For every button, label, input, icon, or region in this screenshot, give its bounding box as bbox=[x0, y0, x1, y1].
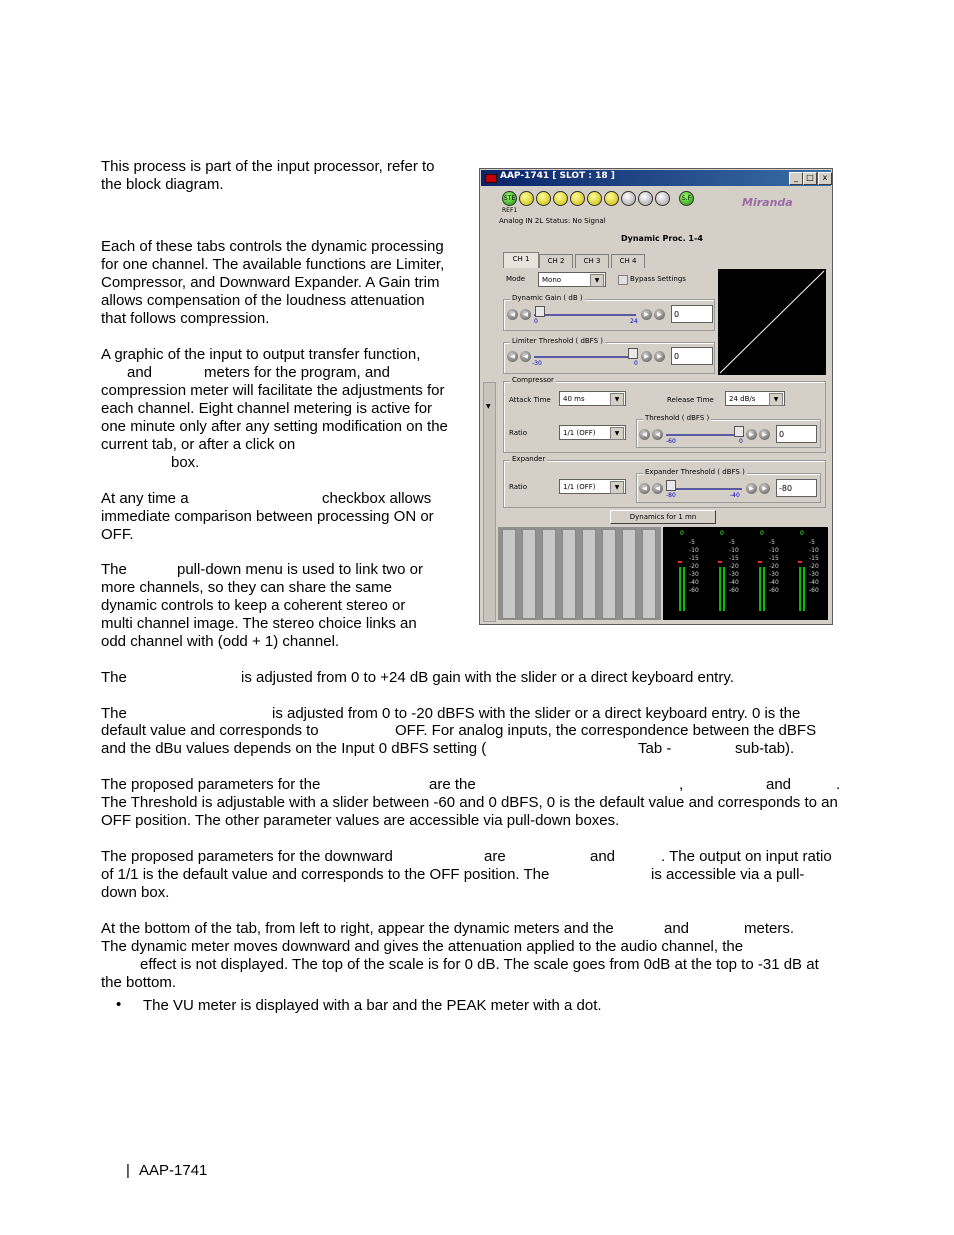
expander-line1-b: are bbox=[484, 848, 506, 865]
status-lamp-6[interactable] bbox=[604, 191, 619, 206]
window-title-bar[interactable] bbox=[481, 170, 831, 186]
limiter-line3-a: and the dBu values depends on the Input 0 dBFS setting ( bbox=[101, 740, 487, 757]
status-lamp-3[interactable] bbox=[553, 191, 568, 206]
compressor-threshold-slider[interactable] bbox=[666, 434, 742, 436]
limiter-slider[interactable] bbox=[534, 356, 636, 358]
compressor-line1-b: are the bbox=[429, 776, 476, 793]
mode-value: Mono bbox=[542, 276, 562, 284]
compressor-threshold-thumb[interactable] bbox=[734, 426, 744, 437]
tabs-paragraph: Each of these tabs controls the dynamic processing for one channel. The available functions are Limiter, Compressor, and Downward Expander. A Gain trim allows compensation of the loudness attenuation that follows compression. bbox=[101, 238, 445, 327]
dynamic-meter bbox=[562, 529, 576, 619]
gain-min-tick: 0 bbox=[534, 318, 538, 325]
expander-ratio-select[interactable] bbox=[559, 479, 626, 494]
limiter-thumb[interactable] bbox=[628, 348, 638, 359]
compressor-line1-c: , bbox=[679, 776, 684, 793]
close-button[interactable]: x bbox=[818, 172, 832, 185]
exp-threshold-max-tick: -40 bbox=[730, 492, 740, 499]
vu-meter bbox=[759, 567, 761, 611]
meters-line1-a: At the bottom of the tab, from left to right, appear the dynamic meters and the bbox=[101, 920, 614, 937]
vu-peak-meters-panel bbox=[663, 527, 828, 620]
graphic-paragraph-rest: compression meter will facilitate the adjustments for each channel. Eight channel metering is active for one minute only after any setting modification on the current tab, or after a click on bbox=[101, 382, 448, 453]
meter-scale-1: -5 -10 -15 -20 -30 -40 -60 bbox=[689, 539, 699, 594]
vertical-scrollbar[interactable] bbox=[483, 382, 496, 622]
expander-threshold-slider[interactable] bbox=[666, 488, 742, 490]
exp-threshold-decrease-icon[interactable]: ◀ bbox=[652, 483, 663, 494]
threshold-min-tick: -60 bbox=[666, 438, 676, 445]
threshold-increase-fast-icon[interactable]: ▶ bbox=[759, 429, 770, 440]
app-icon bbox=[485, 174, 497, 183]
dynamic-meter bbox=[642, 529, 656, 619]
transfer-function-graph bbox=[718, 269, 826, 375]
limiter-max-tick: 0 bbox=[634, 360, 638, 367]
peak-dot bbox=[678, 561, 682, 563]
expander-line2-a: of 1/1 is the default value and corresponds to the OFF position. The bbox=[101, 866, 550, 883]
expander-legend: Expander bbox=[512, 455, 546, 463]
miranda-logo: Miranda bbox=[742, 196, 793, 209]
gain-max-tick: 24 bbox=[630, 318, 638, 325]
limiter-line2-a: default value and corresponds to bbox=[101, 722, 319, 739]
attack-select[interactable] bbox=[559, 391, 626, 406]
chevron-down-icon: ▼ bbox=[610, 481, 624, 494]
vu-meter bbox=[799, 567, 801, 611]
chevron-down-icon: ▼ bbox=[610, 393, 624, 406]
status-lamp-8[interactable] bbox=[638, 191, 653, 206]
expander-ratio-value: 1/1 (OFF) bbox=[563, 483, 596, 491]
limiter-increase-fast-icon[interactable]: ▶ bbox=[654, 351, 665, 362]
compressor-ratio-select[interactable] bbox=[559, 425, 626, 440]
gain-line-a: The bbox=[101, 669, 127, 686]
status-lamp-ste[interactable]: STE bbox=[502, 191, 517, 206]
chevron-down-icon: ▼ bbox=[590, 274, 604, 287]
meters-line2: The dynamic meter moves downward and gives the attenuation applied to the audio channel, the bbox=[101, 938, 744, 955]
dynamic-gain-input[interactable]: 0 bbox=[671, 305, 713, 323]
dynamic-meter bbox=[622, 529, 636, 619]
gain-decrease-icon[interactable]: ◀ bbox=[520, 309, 531, 320]
status-lamp-1[interactable] bbox=[519, 191, 534, 206]
dynamics-for-1mn-button[interactable]: Dynamics for 1 mn bbox=[610, 510, 716, 524]
signal-status: Analog IN 2L Status: No Signal bbox=[499, 217, 606, 225]
bypass-checkbox[interactable] bbox=[618, 275, 628, 285]
limiter-line1-b: is adjusted from 0 to -20 dBFS with the slider or a direct keyboard entry. 0 is the bbox=[272, 705, 801, 722]
compressor-line1-e: . bbox=[836, 776, 841, 793]
vu-meter bbox=[719, 567, 721, 611]
graphic-last-line: box. bbox=[171, 454, 200, 471]
dynamic-meter bbox=[602, 529, 616, 619]
mode-line-b: pull-down menu is used to link two or bbox=[177, 561, 423, 578]
chevron-down-icon: ▼ bbox=[769, 393, 783, 406]
meters-line1-c: meters. bbox=[744, 920, 795, 937]
status-lamp-4[interactable] bbox=[570, 191, 585, 206]
mode-label: Mode bbox=[506, 275, 526, 283]
exp-threshold-increase-fast-icon[interactable]: ▶ bbox=[759, 483, 770, 494]
attack-value: 40 ms bbox=[563, 395, 585, 403]
expander-line3: down box. bbox=[101, 884, 170, 901]
status-lamp-2[interactable] bbox=[536, 191, 551, 206]
expander-line1-d: . The output on input ratio bbox=[661, 848, 832, 865]
threshold-max-tick: 0 bbox=[739, 438, 743, 445]
attack-label: Attack Time bbox=[509, 396, 551, 404]
vu-meter bbox=[723, 567, 725, 611]
limiter-line3-b: Tab - bbox=[638, 740, 672, 757]
dynamic-meter bbox=[522, 529, 536, 619]
gain-line-b: is adjusted from 0 to +24 dB gain with the slider or a direct keyboard entry. bbox=[241, 669, 734, 686]
gain-increase-icon[interactable]: ▶ bbox=[641, 309, 652, 320]
transfer-curve bbox=[718, 269, 826, 375]
limiter-increase-icon[interactable]: ▶ bbox=[641, 351, 652, 362]
meter-scale-4: -5 -10 -15 -20 -30 -40 -60 bbox=[809, 539, 819, 594]
tab-ch3[interactable]: CH 3 bbox=[575, 254, 609, 268]
peak-dot bbox=[798, 561, 802, 563]
footer-separator: | bbox=[126, 1162, 130, 1179]
meter-scale-2: -5 -10 -15 -20 -30 -40 -60 bbox=[729, 539, 739, 594]
window-title: AAP-1741 [ SLOT : 18 ] bbox=[500, 171, 615, 181]
exp-threshold-decrease-fast-icon[interactable]: ◀ bbox=[639, 483, 650, 494]
tab-ch4[interactable]: CH 4 bbox=[611, 254, 645, 268]
vu-meter bbox=[763, 567, 765, 611]
dynamic-gain-slider[interactable] bbox=[534, 314, 636, 316]
bypass-line-b: checkbox allows bbox=[322, 490, 432, 507]
status-lamp-sf[interactable]: S.F bbox=[679, 191, 694, 206]
bullet-text: The VU meter is displayed with a bar and the PEAK meter with a dot. bbox=[143, 997, 602, 1014]
dynamic-gain-thumb[interactable] bbox=[535, 306, 545, 317]
vu-meter bbox=[803, 567, 805, 611]
ref-label: REF1 bbox=[502, 207, 518, 214]
compressor-ratio-label: Ratio bbox=[509, 429, 527, 437]
scale-top-3: 0 bbox=[760, 530, 764, 537]
vu-meter bbox=[679, 567, 681, 611]
expander-line2-b: is accessible via a pull- bbox=[651, 866, 805, 883]
maximize-button[interactable]: □ bbox=[803, 172, 817, 185]
expander-threshold-input[interactable]: -80 bbox=[776, 479, 817, 497]
compressor-line1-a: The proposed parameters for the bbox=[101, 776, 321, 793]
meters-line3: effect is not displayed. The top of the scale is for 0 dB. The scale goes from 0dB at the top to -31 dB at the bottom. bbox=[101, 956, 819, 991]
expander-line1-c: and bbox=[590, 848, 616, 865]
intro-paragraph: This process is part of the input processor, refer to the block diagram. bbox=[101, 158, 435, 193]
meter-scale-3: -5 -10 -15 -20 -30 -40 -60 bbox=[769, 539, 779, 594]
expander-threshold-thumb[interactable] bbox=[666, 480, 676, 491]
status-lamp-7[interactable] bbox=[621, 191, 636, 206]
bypass-label: Bypass Settings bbox=[630, 275, 686, 283]
vu-meter bbox=[683, 567, 685, 611]
exp-threshold-min-tick: -80 bbox=[666, 492, 676, 499]
mode-line-a: The bbox=[101, 561, 127, 578]
gain-increase-fast-icon[interactable]: ▶ bbox=[654, 309, 665, 320]
meters-line1-b: and bbox=[664, 920, 690, 937]
mode-paragraph-rest: more channels, so they can share the same dynamic controls to keep a coherent stereo or multi channel image. The stereo choice links an odd channel with (odd + 1) channel. bbox=[101, 579, 417, 650]
exp-threshold-increase-icon[interactable]: ▶ bbox=[746, 483, 757, 494]
panel-title: Dynamic Proc. 1-4 bbox=[621, 234, 703, 243]
compressor-ratio-value: 1/1 (OFF) bbox=[563, 429, 596, 437]
limiter-line3-c: sub-tab). bbox=[735, 740, 795, 757]
peak-dot bbox=[758, 561, 762, 563]
bypass-paragraph-rest: immediate comparison between processing ON or OFF. bbox=[101, 508, 434, 543]
limiter-line2-b: OFF. For analog inputs, the correspondence between the dBFS bbox=[395, 722, 817, 739]
compressor-threshold-input[interactable]: 0 bbox=[776, 425, 817, 443]
release-label: Release Time bbox=[667, 396, 714, 404]
threshold-decrease-fast-icon[interactable]: ◀ bbox=[639, 429, 650, 440]
tab-ch1[interactable]: CH 1 bbox=[503, 252, 539, 268]
peak-dot bbox=[718, 561, 722, 563]
expander-ratio-label: Ratio bbox=[509, 483, 527, 491]
scale-top-4: 0 bbox=[800, 530, 804, 537]
release-value: 24 dB/s bbox=[729, 395, 756, 403]
dynamic-gain-legend: Dynamic Gain ( dB ) bbox=[512, 294, 583, 302]
gain-decrease-fast-icon[interactable]: ◀ bbox=[507, 309, 518, 320]
aap-1741-window bbox=[479, 168, 833, 625]
limiter-input[interactable]: 0 bbox=[671, 347, 713, 365]
footer-product: AAP-1741 bbox=[139, 1162, 208, 1179]
dynamic-meters-panel bbox=[498, 527, 661, 620]
scroll-arrow-icon[interactable]: ▼ bbox=[486, 403, 491, 410]
mode-select[interactable] bbox=[538, 272, 606, 287]
compressor-legend: Compressor bbox=[512, 376, 554, 384]
limiter-decrease-icon[interactable]: ◀ bbox=[520, 351, 531, 362]
expander-threshold-legend: Expander Threshold ( dBFS ) bbox=[645, 468, 745, 476]
threshold-decrease-icon[interactable]: ◀ bbox=[652, 429, 663, 440]
dynamic-meter bbox=[502, 529, 516, 619]
expander-line1-a: The proposed parameters for the downward bbox=[101, 848, 393, 865]
threshold-increase-icon[interactable]: ▶ bbox=[746, 429, 757, 440]
minimize-button[interactable]: _ bbox=[789, 172, 803, 185]
compressor-threshold-legend: Threshold ( dBFS ) bbox=[645, 414, 710, 422]
graphic-line1: A graphic of the input to output transfer function, bbox=[101, 346, 421, 363]
limiter-legend: Limiter Threshold ( dBFS ) bbox=[512, 337, 603, 345]
graphic-line2-meters: meters for the program, and bbox=[204, 364, 390, 381]
chevron-down-icon: ▼ bbox=[610, 427, 624, 440]
scale-top-1: 0 bbox=[680, 530, 684, 537]
status-lamp-5[interactable] bbox=[587, 191, 602, 206]
compressor-paragraph-rest: The Threshold is adjustable with a slider between -60 and 0 dBFS, 0 is the default value and corresponds to an OFF position. The other parameter values are accessible via pull-down boxes. bbox=[101, 794, 838, 829]
compressor-line1-d: and bbox=[766, 776, 792, 793]
limiter-min-tick: -30 bbox=[532, 360, 542, 367]
dynamic-meter bbox=[582, 529, 596, 619]
graphic-line2-and: and bbox=[127, 364, 153, 381]
limiter-decrease-fast-icon[interactable]: ◀ bbox=[507, 351, 518, 362]
bypass-line-a: At any time a bbox=[101, 490, 189, 507]
release-select[interactable] bbox=[725, 391, 785, 406]
tab-ch2[interactable]: CH 2 bbox=[539, 254, 573, 268]
bullet-dot: • bbox=[116, 996, 122, 1013]
scale-top-2: 0 bbox=[720, 530, 724, 537]
dynamic-meter bbox=[542, 529, 556, 619]
status-lamp-9[interactable] bbox=[655, 191, 670, 206]
limiter-line1-a: The bbox=[101, 705, 127, 722]
